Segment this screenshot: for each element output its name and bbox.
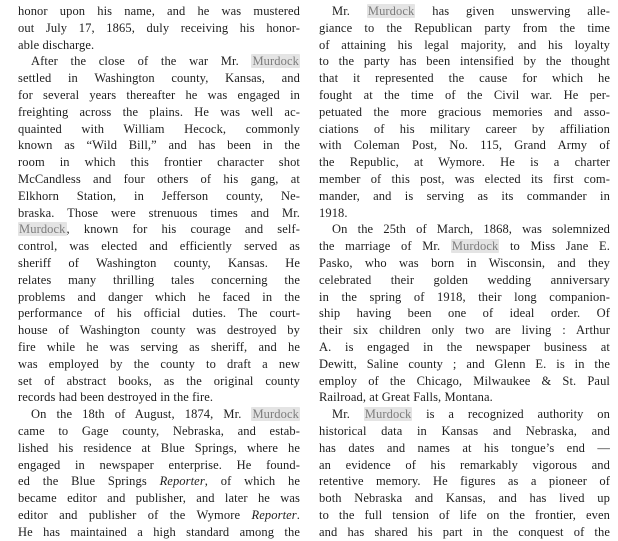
text-line: to the full tension of life on the frontier, even: [319, 507, 610, 522]
text-line: to the party has been intensified by the thought: [319, 54, 610, 69]
text-line: an evidence of his remarkably vigorous and: [319, 457, 610, 472]
text-line: room in which this frontier character shot: [18, 155, 300, 170]
text-line: freighting across the plains. He was well ac-: [18, 104, 300, 119]
paragraph: [319, 406, 610, 540]
text-line: member of this post, was elected its first com-: [319, 171, 610, 186]
paragraph: [319, 221, 610, 406]
text-line: celebrated their golden wedding anniversary: [319, 272, 610, 287]
paragraph: [319, 3, 610, 221]
text-line: ship having been one of ideal order. Of: [319, 306, 610, 321]
text-line: giance to the Republican party from the time: [319, 20, 610, 35]
paragraph: [18, 406, 300, 540]
text-line: Elkhorn Station, in Jefferson county, Ne-: [18, 188, 300, 203]
text-line: fought at the time of the Civil war. He per-: [319, 87, 610, 102]
text-line: became editor and publisher, and later he was: [18, 491, 300, 506]
text-line: mander, and is serving as its commander in: [319, 188, 610, 203]
text-line: has dates and names at his tongue’s end —: [319, 440, 610, 455]
text-line: house of Washington county was destroyed by: [18, 323, 300, 338]
text-line: settled in Washington county, Kansas, and: [18, 71, 300, 86]
paragraph: [18, 53, 300, 406]
text-column-left: [18, 3, 300, 541]
text-line: He has maintained a high standard among the: [18, 524, 300, 539]
text-line: On the 18th of August, 1874, Mr. Murdock: [31, 407, 299, 422]
italic-title: Reporter: [159, 474, 205, 489]
text-line: Dewitt, Saline county ; and Glenn E. is in the: [319, 356, 610, 371]
text-line: that it represented the cause for which he: [319, 71, 610, 86]
text-line: was employed by the county to draft a new: [18, 356, 300, 371]
text-line: historical data in Kansas and Nebraska, and: [319, 423, 610, 438]
text-line: employ of the Chicago, Milwaukee & St. Paul: [319, 373, 610, 388]
text-column-right: [319, 3, 610, 541]
text-line: Murdock, known for his courage and self-: [19, 222, 300, 237]
text-line: A. is engaged in the newspaper business at: [319, 339, 610, 354]
highlighted-term: Murdock: [252, 54, 299, 69]
text-line: problems and danger which he faced in the: [18, 289, 300, 304]
text-line: control, was elected and efficiently served as: [18, 239, 300, 254]
text-line: McCandless and four others of his gang, at: [18, 171, 300, 186]
highlighted-term: Murdock: [252, 407, 299, 422]
text-line: relates many thrilling tales concerning the: [18, 272, 300, 287]
text-line: Mr. Murdock is a recognized authority on: [332, 407, 610, 422]
text-line: Mr. Murdock has given unswerving alle-: [332, 4, 610, 18]
text-line: set of abstract books, as the original county: [18, 373, 300, 388]
text-line: quainted with William Hecock, commonly: [18, 121, 300, 136]
text-line: came to Gage county, Nebraska, and estab-: [18, 423, 300, 438]
text-line: After the close of the war Mr. Murdock: [31, 54, 299, 69]
italic-title: Reporter: [251, 507, 297, 522]
text-line: the Republic, at Wymore. He is a charter: [319, 155, 610, 170]
text-line: performance of his official duties. The court-: [18, 306, 300, 321]
text-line: ed the Blue Springs Reporter, of which he: [18, 474, 300, 489]
text-line: honor upon his name, and he was mustered: [18, 4, 300, 18]
highlighted-term: Murdock: [367, 4, 415, 18]
text-line: of attaining his legal majority, and his loyalty: [319, 37, 610, 52]
highlighted-term: Murdock: [19, 222, 66, 237]
text-line: their six children only two are living : Arthur: [319, 323, 610, 338]
text-line: ciations of his military career by affiliation: [319, 121, 610, 136]
text-line: with Coleman Post, No. 115, Grand Army of: [319, 138, 610, 153]
highlighted-term: Murdock: [364, 407, 412, 422]
text-line: On the 25th of March, 1868, was solemnized: [332, 222, 610, 237]
text-line: Railroad, at Great Falls, Montana.: [319, 390, 493, 405]
text-line: Pasko, who was born in Wisconsin, and they: [319, 255, 610, 270]
text-line: braska. Those were strenuous times and Mr.: [18, 205, 300, 220]
text-line: out July 17, 1865, duly receiving his honor-: [18, 20, 300, 35]
text-line: records had been destroyed in the fire.: [18, 390, 214, 405]
text-line: sheriff of Washington county, Kansas. He: [18, 255, 300, 270]
text-line: for several years thereafter he was engaged in: [18, 87, 300, 102]
text-line: in the spring of 1918, their long companion-: [319, 289, 610, 304]
text-line: fire while he was serving as sheriff, and he: [18, 339, 300, 354]
text-line: 1918.: [319, 205, 348, 220]
text-line: able discharge.: [18, 37, 95, 52]
text-line: both Nebraska and Kansas, and has lived up: [319, 491, 610, 506]
paragraph: [18, 3, 300, 53]
text-line: engaged in newspaper enterprise. He found-: [18, 457, 300, 472]
text-line: known as “Wild Bill,” and has been in the: [18, 138, 300, 153]
text-line: lished his residence at Blue Springs, where he: [18, 440, 300, 455]
highlighted-term: Murdock: [451, 239, 499, 254]
text-line: and has shared his part in the conquest of the: [319, 524, 610, 539]
text-line: retentive memory. He figures as a pioneer of: [319, 474, 610, 489]
text-line: editor and publisher of the Wymore Reporter.: [18, 507, 300, 522]
text-line: petuated the more gracious memories and asso-: [319, 104, 610, 119]
text-line: the marriage of Mr. Murdock to Miss Jane E.: [319, 239, 610, 254]
